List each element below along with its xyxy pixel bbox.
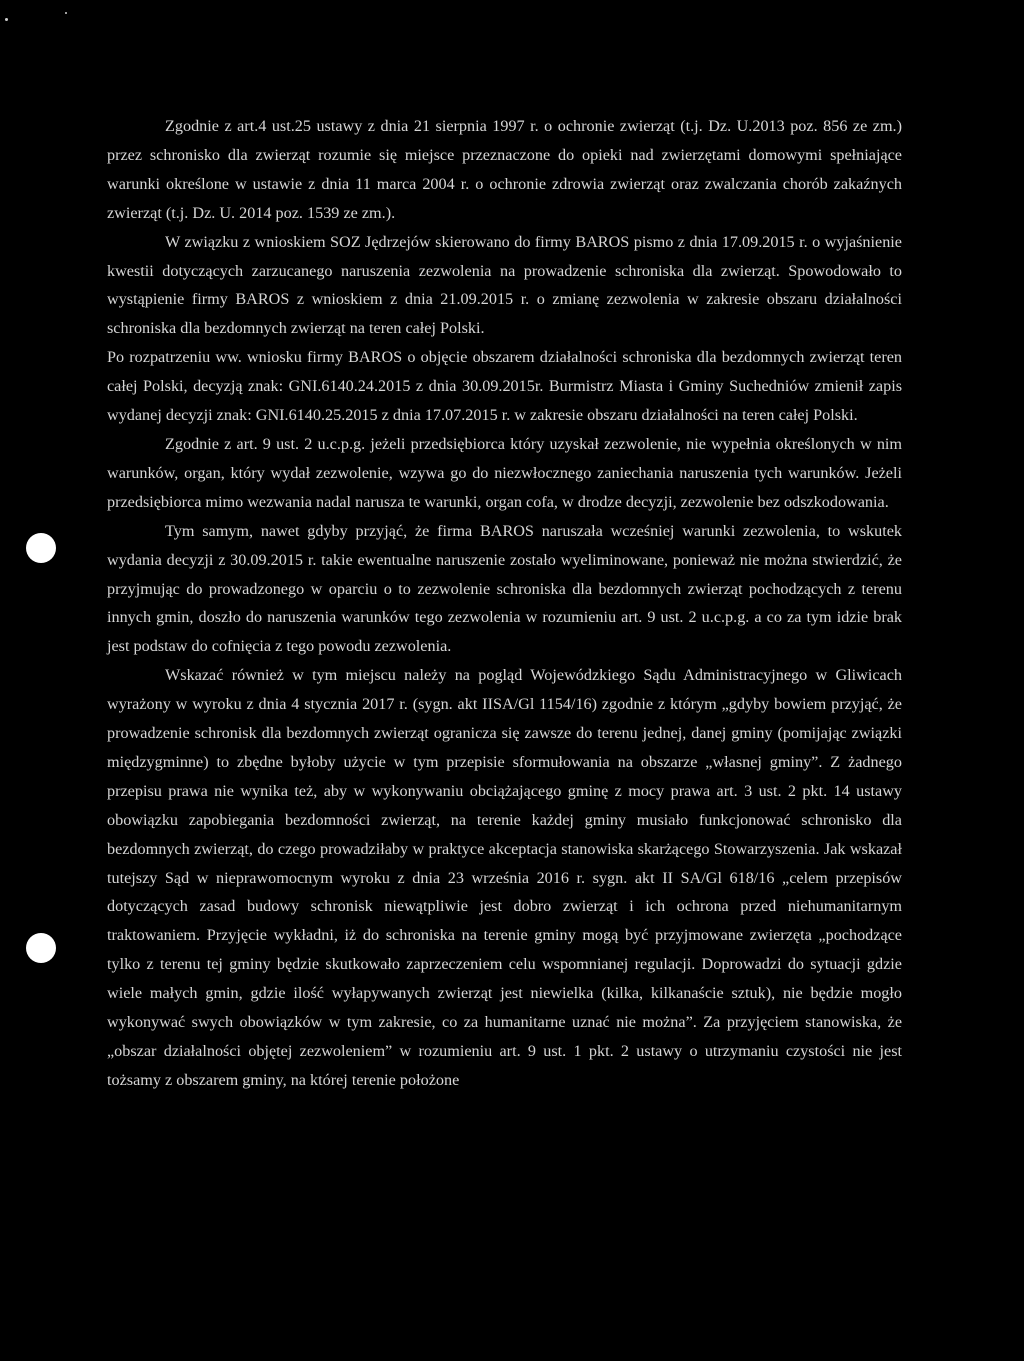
paragraph-1: Zgodnie z art.4 ust.25 ustawy z dnia 21 sierpnia 1997 r. o ochronie zwierząt (t.j. Dz. U.2013 poz. 856 ze zm.) przez schronisko dla zwierząt rozumie się miejsce przeznaczone do opieki nad zwierzętami domowymi spełniające warunki określone w ustawie z dnia 11 marca 2004 r. o ochronie zdrowia zwierząt oraz zwalczania chorób zakaźnych zwierząt (t.j. Dz. U. 2014 poz. 1539 ze zm.). xyxy=(107,117,902,222)
punch-hole-bottom xyxy=(26,933,56,963)
punch-hole-top xyxy=(26,533,56,563)
scan-speck xyxy=(5,18,8,21)
paragraph-6: Wskazać również w tym miejscu należy na pogląd Wojewódzkiego Sądu Administracyjnego w Gliwicach wyrażony w wyroku z dnia 4 stycznia 2017 r. (sygn. akt IISA/Gl 1154/16) zgodnie z którym „gdyby bowiem przyjąć, że prowadzenie schronisk dla bezdomnych zwierząt ogranicza się zawsze do terenu jednej, danej gminy (pomijając związki międzygminne) to zbędne byłoby użycie w tym przepisie sformułowania na obszarze „własnej gminy”. Z żadnego przepisu prawa nie wynika też, aby w wykonywaniu obciążającego gminę z mocy prawa art. 3 ust. 2 pkt. 14 ustawy obowiązku zapobiegania bezdomności zwierząt, na terenie każdej gminy musiało funkcjonować schronisko dla bezdomnych zwierząt, do czego prowadziłaby w praktyce akceptacja stanowiska skarżącego Stowarzyszenia. Jak wskazał tutejszy Sąd w nieprawomocnym wyroku z dnia 23 września 2016 r. sygn. akt II SA/Gl 618/16 „celem przepisów dotyczących zasad budowy schronisk niewątpliwie jest dobro zwierząt i ich ochrona przed niehumanitarnym traktowaniem. Przyjęcie wykładni, iż do schroniska na terenie gminy mogą być przyjmowane zwierzęta „pochodzące tylko z terenu tej gminy będzie skutkowało zaprzeczeniem celu wspomnianej regulacji. Doprowadzi do sytuacji gdzie wiele małych gmin, gdzie ilość wyłapywanych zwierząt jest niewielka (kilka, kilkanaście sztuk), nie będzie mogło wykonywać swych obowiązków w tym zakresie, co za humanitarne uznać nie można”. Za przyjęciem stanowiska, że „obszar działalności objętej zezwoleniem” w rozumieniu art. 9 ust. 1 pkt. 2 ustawy o utrzymaniu czystości nie jest tożsamy z obszarem gminy, na której terenie położone xyxy=(107,666,902,1089)
document-body xyxy=(107,112,902,1095)
paragraph-3: Po rozpatrzeniu ww. wniosku firmy BAROS o objęcie obszarem działalności schroniska dla bezdomnych zwierząt teren całej Polski, decyzją znak: GNI.6140.24.2015 z dnia 30.09.2015r. Burmistrz Miasta i Gminy Suchedniów zmienił zapis wydanej decyzji znak: GNI.6140.25.2015 z dnia 17.07.2015 r. w zakresie obszaru działalności na teren całej Polski. xyxy=(107,348,902,425)
paragraph-5: Tym samym, nawet gdyby przyjąć, że firma BAROS naruszała wcześniej warunki zezwolenia, to wskutek wydania decyzji z 30.09.2015 r. takie ewentualne naruszenie zostało wyeliminowane, ponieważ nie można stwierdzić, że przyjmując do prowadzonego w oparciu o to zezwolenie schroniska dla bezdomnych zwierząt pochodzących z terenu innych gmin, doszło do naruszenia warunków tego zezwolenia w rozumieniu art. 9 ust. 2 u.c.p.g. a co za tym idzie brak jest podstaw do cofnięcia z tego powodu zezwolenia. xyxy=(107,521,902,656)
scan-speck xyxy=(65,12,67,14)
paragraph-2: W związku z wnioskiem SOZ Jędrzejów skierowano do firmy BAROS pismo z dnia 17.09.2015 r. o wyjaśnienie kwestii dotyczących zarzucanego naruszenia zezwolenia na prowadzenie schroniska dla zwierząt. Spowodowało to wystąpienie firmy BAROS z wnioskiem z dnia 21.09.2015 r. o zmianę zezwolenia w zakresie obszaru działalności schroniska dla bezdomnych zwierząt na teren całej Polski. xyxy=(107,232,902,338)
paragraph-4: Zgodnie z art. 9 ust. 2 u.c.p.g. jeżeli przedsiębiorca który uzyskał zezwolenie, nie wypełnia określonych w nim warunków, organ, który wydał zezwolenie, wzywa go do niezwłocznego zaniechania naruszenia tych warunków. Jeżeli przedsiębiorca mimo wezwania nadal narusza te warunki, organ cofa, w drodze decyzji, zezwolenie bez odszkodowania. xyxy=(107,434,902,511)
